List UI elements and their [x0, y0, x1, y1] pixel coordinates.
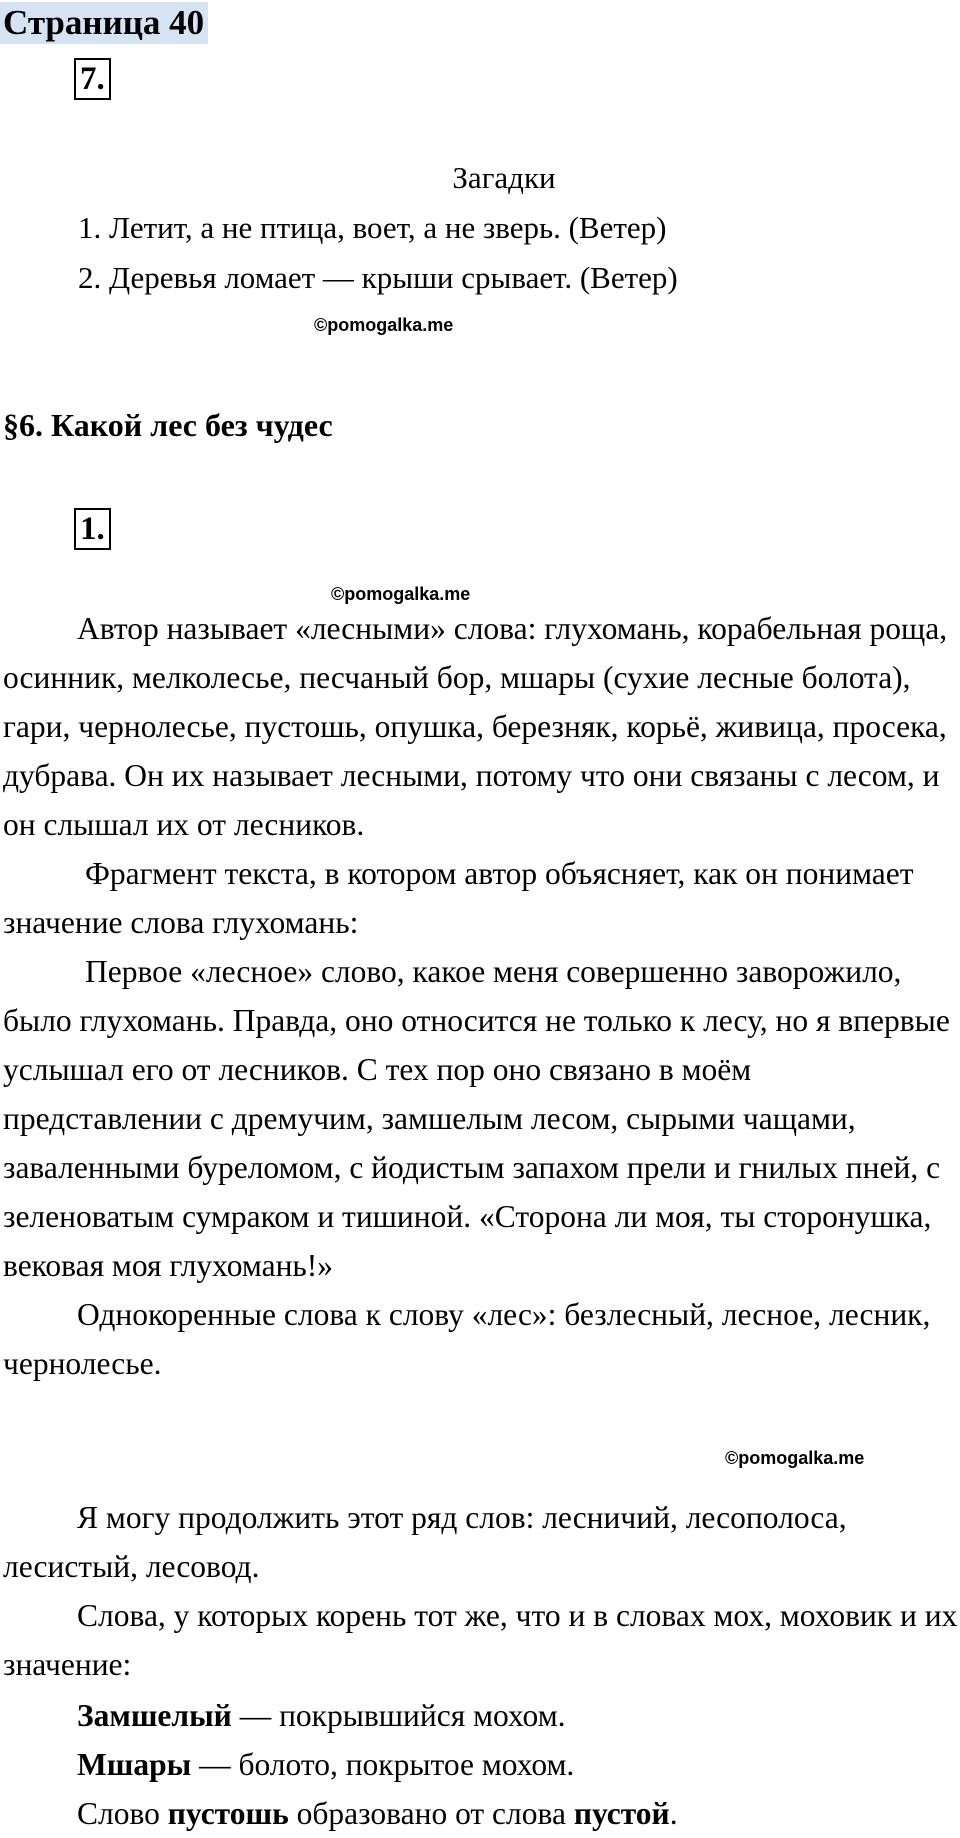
answer-text-continued — [3, 1493, 958, 1689]
definition-term: Мшары — [77, 1747, 192, 1782]
last-line-word2: пустой — [573, 1796, 670, 1831]
answer-text — [3, 604, 958, 1388]
watermark-3: ©pomogalka.me — [725, 1448, 865, 1468]
definition-mshary — [77, 1740, 574, 1789]
task-7-number: 7. — [74, 58, 111, 100]
last-line — [77, 1789, 678, 1838]
definition-meaning: — болото, покрытое мохом. — [191, 1747, 575, 1782]
definition-zamshely — [77, 1691, 566, 1740]
last-line-before: Слово — [77, 1796, 168, 1831]
paragraph-moss-words: Слова, у которых корень тот же, что и в словах мох, моховик и их значение: — [3, 1598, 958, 1682]
watermark-1: ©pomogalka.me — [314, 315, 454, 335]
paragraph-forest-words: Автор называет «лесными» слова: глухомань, корабельная роща, осинник, мелколесье, песчаный бор, мшары (сухие лесные болота), гари, чернолесье, пустошь, опушка, березняк, корьё, живица, просека, дубрава. Он их называет лесными, потому что они связаны с лесом, и он слышал их от лесников. — [3, 611, 948, 842]
paragraph-quote: Первое «лесное» слово, какое меня совершенно заворожило, было глухомань. Правда, оно относится не только к лесу, но я впервые услышал его от лесников. С тех пор оно связано в моём представлении с дремучим, замшелым лесом, сырыми чащами, заваленными буреломом, с йодистым запахом прели и гнилых пней, с зеленоватым сумраком и тишиной. «Сторона ли моя, ты сторонушка, вековая моя глухомань!» — [3, 954, 950, 1283]
definition-term: Замшелый — [77, 1698, 232, 1733]
last-line-after: . — [669, 1796, 678, 1831]
page-heading: Страница 40 — [0, 2, 208, 44]
definition-meaning: — покрывшийся мохом. — [231, 1698, 566, 1733]
section-title: §6. Какой лес без чудес — [3, 407, 333, 443]
paragraph-fragment-intro: Фрагмент текста, в котором автор объясняет, как он понимает значение слова глухомань: — [3, 856, 914, 940]
riddle-1: 1. Летит, а не птица, воет, а не зверь. (Ветер) — [78, 210, 667, 245]
watermark-2: ©pomogalka.me — [331, 584, 471, 604]
last-line-middle: образовано от слова — [288, 1796, 574, 1831]
riddles-title: Загадки — [452, 160, 556, 195]
last-line-word1: пустошь — [167, 1796, 289, 1831]
riddle-2: 2. Деревья ломает — крыши срывает. (Ветер) — [78, 260, 678, 295]
paragraph-continue-row: Я могу продолжить этот ряд слов: лесничий, лесополоса, лесистый, лесовод. — [3, 1500, 847, 1584]
paragraph-cognates: Однокоренные слова к слову «лес»: безлесный, лесное, лесник, чернолесье. — [3, 1297, 931, 1381]
task-1-number: 1. — [74, 508, 111, 550]
